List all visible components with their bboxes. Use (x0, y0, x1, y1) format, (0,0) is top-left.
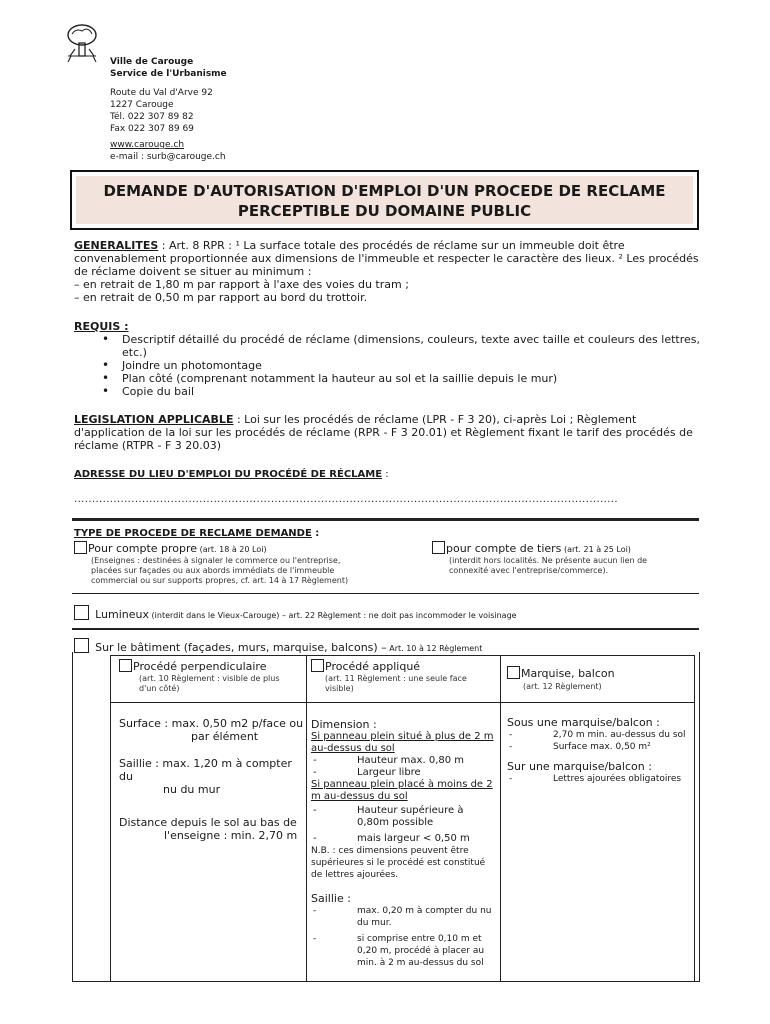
section-divider (72, 628, 699, 630)
lumineux-checkbox[interactable] (74, 605, 89, 620)
legislation-section: LEGISLATION APPLICABLE : Loi sur les procédés de réclame (LPR - F 3 20), ci-après Loi ; Règlement d'application de la loi sur les procédés de réclame (RPR - F 3 20.01) et Règlement fixant le tarif des procédés de réclame (RTPR - F 3 20.03) (74, 413, 693, 452)
list-item: • Descriptif détaillé du procédé de réclame (dimensions, couleurs, texte avec taille et couleurs des lettres, etc.) (94, 333, 700, 359)
website-link[interactable]: www.carouge.ch (110, 140, 185, 150)
carouge-logo (62, 22, 102, 64)
col2-body: Dimension : Si panneau plein situé à plus de 2 m au-dessus du sol - Hauteur max. 0,80 m - Largeur libre Si panneau plein placé à moins de 2 m au-dessus du sol - Hauteur supérieure à 0,80m possible - mais largeur < 0,50 m N.B. : ces dimensions peuvent être supérieures si le procédé est constitué de lettres ajourées. Saillie : - max. 0,20 m à compter du nu du mur. - si comprise entre 0,10 m et 0,20 m, procédé à placer au min. à 2 m au-dessus du sol (306, 702, 501, 982)
org-address: Route du Val d'Arve 92 1227 Carouge Tél. 022 307 89 82 Fax 022 307 89 69 (110, 88, 213, 134)
compte-propre-checkbox[interactable] (74, 541, 87, 554)
title-box (70, 170, 699, 230)
col2-header: Procédé appliqué (art. 11 Règlement : une seule face visible) (306, 655, 501, 703)
section-divider (72, 518, 699, 521)
email-text: e-mail : surb@carouge.ch (110, 152, 226, 162)
lumineux-option[interactable]: Lumineux (interdit dans le Vieux-Carouge) – art. 22 Règlement : ne doit pas incommoder le voisinage (74, 603, 517, 622)
page-subtitle: PERCEPTIBLE DU DOMAINE PUBLIC (237, 202, 532, 220)
requis-list (94, 333, 700, 398)
compte-tiers-option[interactable]: pour compte de tiers (art. 21 à 25 Loi) (interdit hors localités. Ne présente aucun lien de connexité avec l'entreprise/commerce). (432, 541, 702, 576)
col1-body: Surface : max. 0,50 m2 p/face ou par élément Saillie : max. 1,20 m à compter du nu du mur Distance depuis le sol au bas de l'enseigne : min. 2,70 m (110, 702, 307, 982)
requis-heading: REQUIS : (74, 320, 129, 333)
batiment-option[interactable]: Sur le bâtiment (façades, murs, marquise, balcons) – Art. 10 à 12 Règlement (74, 636, 482, 655)
section-divider (72, 593, 699, 594)
list-item: • Joindre un photomontage (94, 359, 700, 372)
list-item: • Copie du bail (94, 385, 700, 398)
generalites-section: GENERALITES : Art. 8 RPR : ¹ La surface totale des procédés de réclame sur un immeuble doit être convenablement proportionnée aux dimensions de l'immeuble et respecter le caractère des lieux. ² Les procédés de réclame doivent se situer au minimum : – en retrait de 1,80 m par rapport à l'axe des voies du tram ; – en retrait de 0,50 m par rapport au bord du trottoir. (74, 239, 699, 304)
org-name: Ville de Carouge Service de l'Urbanisme (110, 57, 227, 79)
list-item: • Plan côté (comprenant notamment la hauteur au sol et la saillie depuis le mur) (94, 372, 700, 385)
batiment-checkbox[interactable] (74, 638, 89, 653)
compte-tiers-checkbox[interactable] (432, 541, 445, 554)
col3-body: Sous une marquise/balcon : - 2,70 m min. au-dessus du sol - Surface max. 0,50 m² Sur une marquise/balcon : - Lettres ajourées obligatoires (500, 702, 695, 982)
page-title: DEMANDE D'AUTORISATION D'EMPLOI D'UN PROCEDE DE RECLAME (103, 182, 666, 200)
perpendiculaire-checkbox[interactable] (119, 659, 132, 672)
compte-propre-option[interactable]: Pour compte propre (art. 18 à 20 Loi) (Enseignes : destinées à signaler le commerce ou l'entreprise, placées sur façades ou aux abords immédiats de l'immeuble commercial ou sur supports propres, cf. art. 14 à 17 Règlement) (74, 541, 374, 586)
col1-header: Procédé perpendiculaire (art. 10 Règlement : visible de plus d'un côté) (110, 655, 307, 703)
adresse-label: ADRESSE DU LIEU D'EMPLOI DU PROCÉDÉ DE RÉCLAME : (74, 469, 389, 480)
type-heading: TYPE DE PROCEDE DE RECLAME DEMANDE : (74, 528, 320, 539)
adresse-input[interactable]: ........................................................................................................................................................ (74, 494, 618, 505)
marquise-checkbox[interactable] (507, 666, 520, 679)
col3-header: Marquise, balcon (art. 12 Règlement) (500, 655, 695, 703)
applique-checkbox[interactable] (311, 659, 324, 672)
